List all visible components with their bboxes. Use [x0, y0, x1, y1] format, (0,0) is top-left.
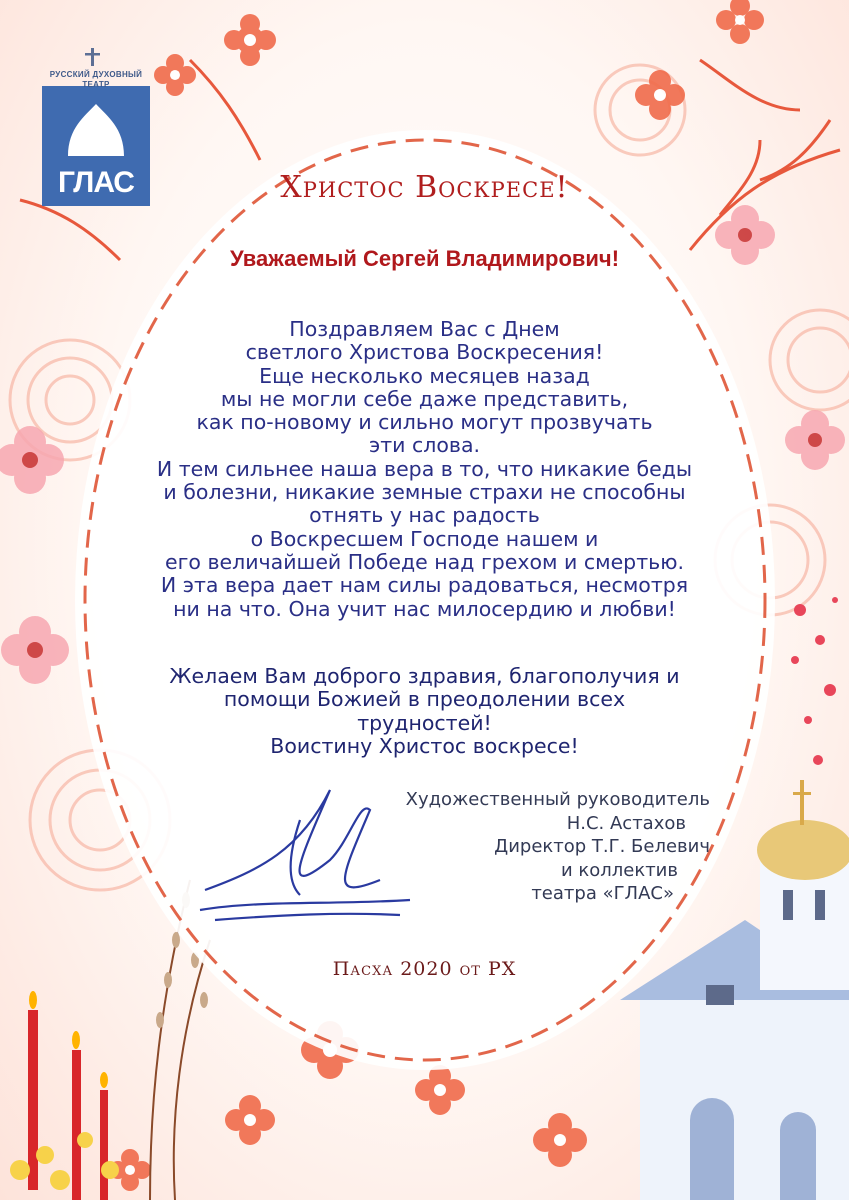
body-line: светлого Христова Воскресения! — [245, 340, 604, 365]
wish-line: Желаем Вам доброго здравия, благополучия и — [169, 664, 680, 688]
body-line: ни на что. Она учит нас милосердию и любви! — [173, 596, 676, 621]
wish-line: Воистину Христос воскресе! — [270, 733, 579, 758]
signature-line: Художественный руководитель — [405, 789, 710, 810]
body-line: эти слова. — [368, 433, 481, 458]
body-line: отнять у нас радость — [309, 503, 540, 528]
signature-block — [330, 788, 710, 906]
body-line: и болезни, никакие земные страхи не способны — [163, 480, 686, 505]
signature-line: театра «ГЛАС» — [531, 883, 674, 904]
body-line: как по-новому и сильно могут прозвучать — [196, 410, 653, 435]
signature-line: Н.С. Астахов — [566, 812, 686, 834]
body-line: И тем сильнее наша вера в то, что никакие беды — [156, 456, 693, 481]
body-line: мы не могли себе даже представить, — [220, 386, 629, 411]
logo-caption-line2: ТЕАТР — [82, 80, 110, 89]
body-line: Поздравляем Вас с Днем — [289, 317, 560, 341]
greeting-line: Уважаемый Сергей Владимирович! — [229, 246, 620, 271]
body-line: Еще несколько месяцев назад — [259, 363, 590, 388]
logo-caption-line1: РУССКИЙ ДУХОВНЫЙ — [49, 70, 143, 79]
body-line: о Воскресшем Господе нашем и — [250, 526, 599, 551]
wish-block — [80, 665, 769, 758]
body-line: его величайшей Победе над грехом и смертью. — [165, 549, 684, 574]
signature-line: и коллектив — [560, 859, 678, 881]
signature-line: Директор Т.Г. Белевич — [494, 836, 710, 857]
wish-line: трудностей! — [357, 710, 492, 735]
logo-name: ГЛАС — [58, 166, 134, 199]
wish-line: помощи Божией в преодолении всех — [223, 687, 626, 712]
card-title: Христос Воскресе! — [280, 170, 569, 205]
congratulation-body — [80, 318, 769, 621]
body-line: И эта вера дает нам силы радоваться, несмотря — [160, 573, 689, 598]
footer-date: Пасха 2020 от РХ — [332, 958, 517, 980]
